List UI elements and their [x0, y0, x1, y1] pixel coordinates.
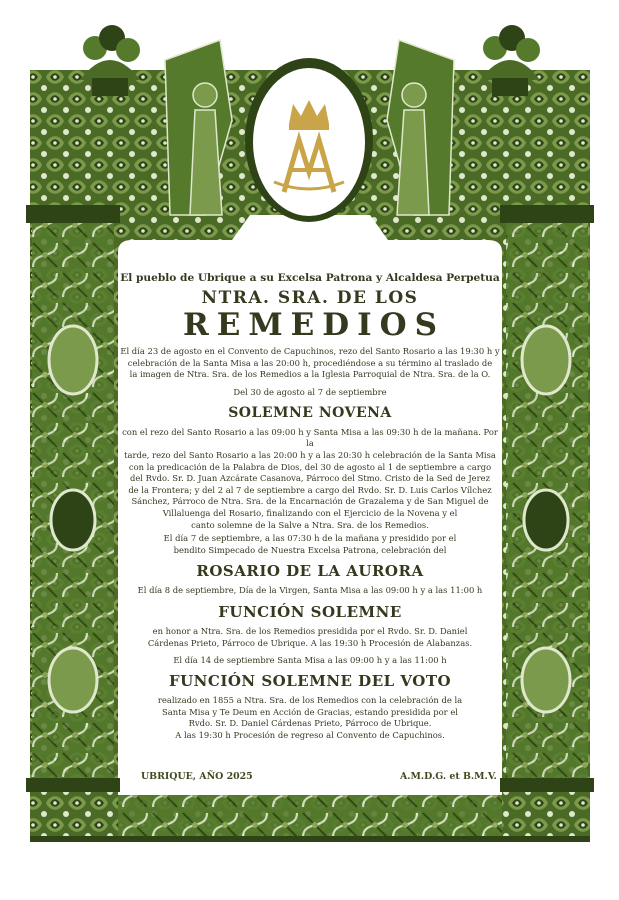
heading-solemne-novena: SOLEMNE NOVENA	[228, 404, 392, 421]
heading-rosario-aurora: ROSARIO DE LA AURORA	[196, 562, 424, 581]
heading-funcion-solemne: FUNCIÓN SOLEMNE	[218, 602, 402, 621]
paragraph-novena: con el rezo del Santo Rosario a las 09:00 h y Santa Misa a las 09:30 h de la mañana. Por la tarde, rezo del Santo Rosario a las 20:00 h y a las 20:30 h celebración de la Santa Misa con la predicación de la Palabra de Dios, del 30 de agosto al 1 de septiembre a cargo del Rvdo. Sr. D. Juan Azcárate Casanova, Párroco del Stmo. Cristo de la Sed de Jerez de la Frontera; y del 2 al 7 de septiembre a cargo del Rvdo. Sr. D. Luis Carlos Vílchez Sánchez, Párroco de Ntra. Sra. de la Encarnación de Grazalema y de San Miguel de Villaluenga del Rosario, finalizando con el Ejercicio de la Novena y el canto solemne de la Salve a Ntra. Sra. de los Remedios.	[122, 426, 498, 530]
announcement-text	[118, 272, 502, 741]
paragraph-traslado: El día 23 de agosto en el Convento de Capuchinos, rezo del Santo Rosario a las 19:30 h y celebración de la Santa Misa a las 20:00 h, procediéndose a su término al traslado de la imagen de Ntra. Sra. de los Remedios a la Iglesia Parroquial de Ntra. Sra. de la O.	[120, 346, 500, 380]
paragraph-voto: realizado en 1855 a Ntra. Sra. de los Remedios con la celebración de la Santa Misa y Te Deum en Acción de Gracias, estando presidida por el Rvdo. Sr. D. Daniel Cárdenas Prieto, Párroco de Ubrique. A las 19:30 h Procesión de regreso al Convento de Capuchinos.	[157, 695, 463, 740]
paragraph-dia-virgen: El día 8 de septiembre, Día de la Virgen, Santa Misa a las 09:00 h y a las 11:00 h	[137, 585, 483, 596]
intro-line: El pueblo de Ubrique a su Excelsa Patrona y Alcaldesa Perpetua	[120, 272, 500, 284]
paragraph-aurora-intro: El día 7 de septiembre, a las 07:30 h de la mañana y presidido por el bendito Simpecado de Nuestra Excelsa Patrona, celebración del	[163, 533, 457, 555]
heading-funcion-voto: FUNCIÓN SOLEMNE DEL VOTO	[168, 672, 452, 691]
paragraph-funcion: en honor a Ntra. Sra. de los Remedios presidida por el Rvdo. Sr. D. Daniel Cárdenas Prieto, Párroco de Ubrique. A las 19:30 h Procesión de Alabanzas.	[147, 625, 473, 648]
title-line-1: NTRA. SRA. DE LOS	[201, 288, 419, 308]
paragraph-14-septiembre: El día 14 de septiembre Santa Misa a las 09:00 h y a las 11:00 h	[173, 655, 447, 666]
footer-place-year: UBRIQUE, AÑO 2025	[141, 771, 253, 782]
novena-dates: Del 30 de agosto al 7 de septiembre	[233, 386, 387, 397]
footer-motto: A.M.D.G. et B.M.V.	[400, 771, 497, 782]
title-line-2: REMEDIOS	[182, 307, 446, 343]
